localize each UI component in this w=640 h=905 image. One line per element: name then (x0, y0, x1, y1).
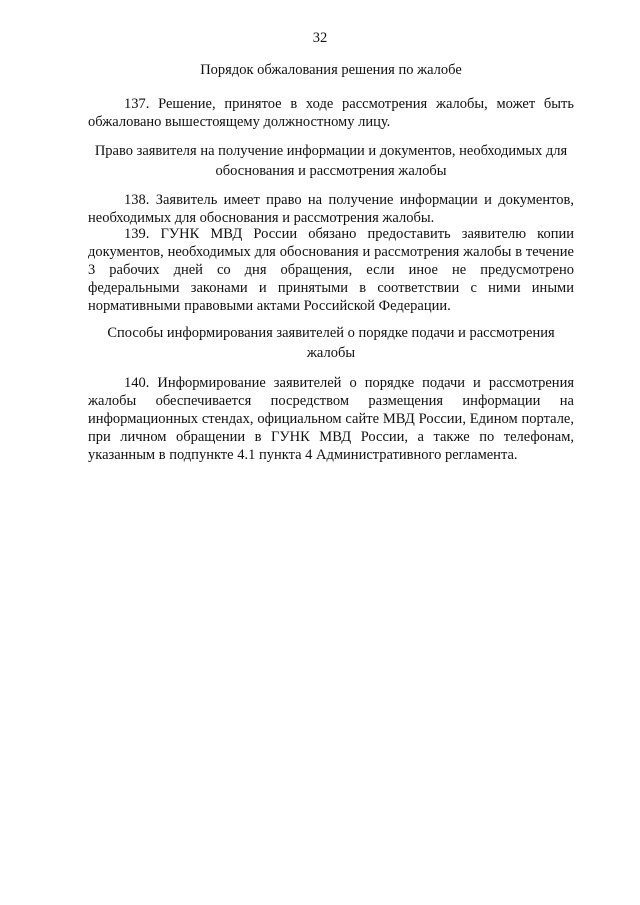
paragraph-137: 137. Решение, принятое в ходе рассмотрения жалобы, может быть обжаловано вышестоящему должностному лицу. (88, 96, 574, 130)
section-heading-appeal-procedure: Порядок обжалования решения по жалобе (200, 62, 462, 78)
page-number: 32 (312, 30, 328, 46)
paragraph-140: 140. Информирование заявителей о порядке подачи и рассмотрения жалобы обеспечивается посредством размещения информации на информационных стендах, официальном сайте МВД России, Едином портале, при личном обращении в ГУНК МВД России, а также по телефонам, указанным в подпункте 4.1 пункта 4 Административного регламента. (88, 375, 574, 463)
paragraph-138: 138. Заявитель имеет право на получение информации и документов, необходимых для обоснования и рассмотрения жалобы. (88, 192, 574, 226)
section-heading-right-to-information: Право заявителя на получение информации и документов, необходимых для обоснования и рассмотрения жалобы (94, 143, 568, 179)
paragraph-139: 139. ГУНК МВД России обязано предоставить заявителю копии документов, необходимых для обоснования и рассмотрения жалобы в течение 3 рабочих дней со дня обращения, если иное не предусмотрено федеральными законами и принятыми в соответствии с ними иными нормативными правовыми актами Российской Федерации. (88, 226, 574, 314)
section-heading-informing-methods: Способы информирования заявителей о порядке подачи и рассмотрения жалобы (107, 325, 555, 361)
